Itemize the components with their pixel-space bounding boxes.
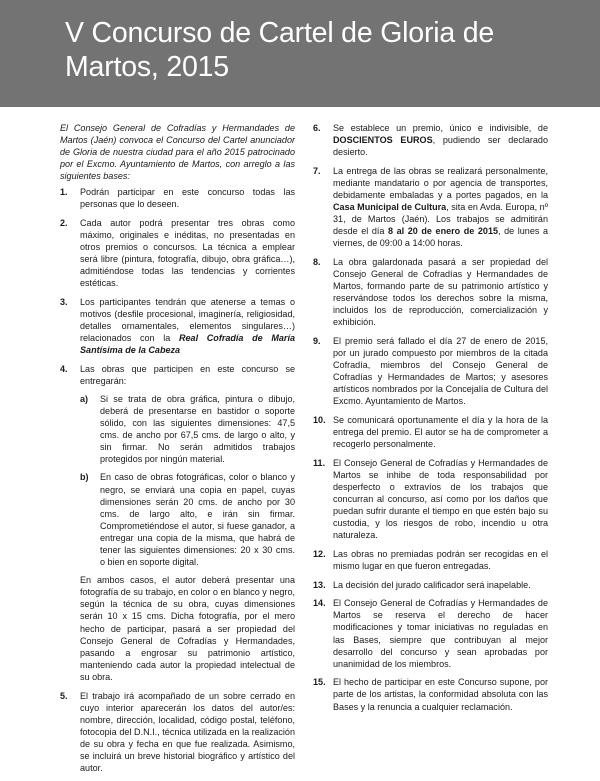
sub-text: Si se trata de obra gráfica, pintura o dibujo, deberá de presentarse en bastidor o soporte sólido, con las siguientes dimensiones: 47,5 cms. de ancho por 67,5 cms. de largo o alto, y sin firmar. No serán admitidos trabajos protegidos por ningún material.	[100, 393, 295, 465]
base-11	[313, 457, 548, 542]
base-text-end: , pudiendo ser declarado desierto.	[333, 135, 548, 158]
base-9	[313, 335, 548, 408]
base-number: 3.	[60, 296, 68, 307]
left-column	[60, 122, 295, 781]
base-number: 1.	[60, 186, 68, 197]
base-number: 6.	[313, 123, 321, 133]
base-text: Los participantes tendrán que atenerse a temas o motivos (desfile procesional, imaginería, religiosidad, detalles ornamentales, elementos singulares…) relacionados con la	[80, 296, 295, 343]
intro-paragraph: El Consejo General de Cofradías y Hermandades de Martos (Jaén) convoca el Concurso del Cartel anunciador de Gloria de nuestra ciudad para el año 2015 patrocinado por el Excmo. Ayuntamiento de Martos, con arreglo a las siguientes bases:	[60, 123, 295, 182]
base-4-paragraph: En ambos casos, el autor deberá presentar una fotografía de su trabajo, en color o en blanco y negro, según la técnica de su obra, cuyas dimensiones serán 10 x 15 cms. Dicha fotografía, por el mero hecho de participar, pasará a ser propiedad del Consejo General de Cofradías y Hermandades, pasando a engrosar su patrimonio artístico, manteniendo cada autor la propiedad intelectual de su obra.	[80, 575, 295, 682]
base-number: 14.	[313, 598, 326, 609]
sub-number: a)	[80, 393, 89, 404]
base-number: 11.	[313, 457, 326, 468]
base-text: La obra galardonada pasará a ser propiedad del Consejo General de Cofradías y Hermandades de Martos, formando parte de su patrimonio artístico y reservándose todos los derechos sobre la misma, incluidos los de reproducción, comercialización y exhibición.	[333, 256, 548, 328]
base-10	[313, 414, 548, 450]
base-text: Se establece un premio, único e indivisible, de	[333, 123, 548, 133]
base-number: 7.	[313, 165, 321, 176]
base-number: 12.	[313, 549, 326, 559]
base-number: 15.	[313, 677, 326, 688]
base-number: 8.	[313, 256, 321, 267]
base-6	[313, 122, 548, 158]
base-7	[313, 165, 548, 250]
base-text: El trabajo irá acompañado de un sobre cerrado en cuyo interior aparecerán los datos del autor/es: nombre, dirección, localidad, código postal, teléfono, fotocopia del D.N.I., técnica utilizada en la realización de su obra y fecha en que fue realizada. Asimismo, se incluirá un breve historial biográfico y artístico del autor.	[80, 690, 295, 774]
base-number: 10.	[313, 415, 326, 426]
title-banner	[0, 0, 600, 107]
base-text: Las obras no premiadas podrán ser recogidas en el mismo lugar en que fueron entregadas.	[333, 549, 548, 572]
base-5	[60, 690, 295, 775]
base-text: El Consejo General de Cofradías y Hermandades de Martos se inhibe de toda responsabilidad por desperfecto o extravíos de los trabajos que concurran al concurso, así como por los daños que puedan sufrir durante el tiempo en que estén bajo su custodia, y los riesgos de robo, incendio u otra naturaleza.	[333, 457, 548, 541]
base-text: Podrán participar en este concurso todas las personas que lo deseen.	[80, 186, 295, 210]
base-text: Las obras que participen en este concurso se entregarán:	[80, 363, 295, 386]
venue-name: Casa Municipal de Cultura	[333, 202, 447, 213]
base-text: El premio será fallado el día 27 de enero de 2015, por un jurado compuesto por miembros de la citada Cofradía, miembros del Consejo General de Cofradías y Hermandades de Martos; y asesores artísticos nombrados por la Concejalía de Cultura del Excmo. Ayuntamiento de Martos.	[333, 336, 548, 407]
base-text: La entrega de las obras se realizará personalmente, mediante mandatario o por agencia de transportes, debidamente embaladas y a portes pagados, en la	[333, 165, 548, 200]
sub-number: b)	[80, 472, 89, 483]
base-number: 5.	[60, 690, 68, 701]
base-8	[313, 256, 548, 329]
page-title: V Concurso de Cartel de Gloria de Martos, 2015	[65, 17, 495, 83]
right-column	[313, 122, 548, 719]
base-text: La decisión del jurado calificador será inapelable.	[333, 579, 531, 590]
base-text: El hecho de participar en este Concurso supone, por parte de los artistas, la conformidad absoluta con las Bases y la renuncia a cualquier reclamación.	[333, 677, 548, 712]
base-text-mid: , sita en Avda. Europa, nº 31, de Martos (Jaén). Los trabajos se admitirán desde el día	[333, 202, 549, 237]
prize-amount: DOSCIENTOS EUROS	[333, 135, 433, 146]
base-14	[313, 597, 548, 670]
base-4-b	[80, 471, 295, 568]
base-number: 13.	[313, 579, 326, 590]
base-1	[60, 186, 295, 210]
base-12	[313, 548, 548, 572]
base-text: El Consejo General de Cofradías y Hermandades de Martos se reserva el derecho de hacer modificaciones y tomar iniciativas no reguladas en las Bases, siempre que contribuyan al mejor desarrollo del concurso y sean aprobadas por unanimidad de los miembros.	[333, 598, 548, 669]
base-15	[313, 676, 548, 712]
base-text: Se comunicará oportunamente el día y la hora de la entrega del premio. El autor se ha de comprometer a recogerlo personalmente.	[333, 415, 548, 450]
base-number: 9.	[313, 336, 321, 346]
base-text-end: , de lunes a viernes, de 09:00 a 14:00 horas.	[333, 226, 549, 249]
base-number: 2.	[60, 217, 68, 228]
sub-text: En caso de obras fotográficas, color o blanco y negro, se enviará una copia en papel, cuyas dimensiones serán 20 cms. de ancho por 30 cms. de largo alto, e irán sin firmar. Comprometiéndose el autor, si fuese ganador, a entregar una copia de la misma, que habrá de tener las siguientes dimensiones: 20 x 30 cms. o bien en soporte digital.	[100, 472, 295, 568]
base-2	[60, 217, 295, 290]
base-number: 4.	[60, 363, 68, 374]
base-text: Cada autor podrá presentar tres obras como máximo, originales e inéditas, no presentadas en otros premios o concursos. La técnica a emplear será libre (pintura, fotografía, dibujo, obra gráfica…), admitiéndose todas las tendencias y corrientes estéticas.	[80, 217, 295, 289]
submission-dates: 8 al 20 de enero de 2015	[388, 226, 499, 237]
base-3	[60, 296, 295, 356]
cofradia-name: Real Cofradía de María Santísima de la Cabeza	[80, 333, 295, 356]
base-4-a	[80, 393, 295, 466]
base-4	[60, 363, 295, 683]
base-13	[313, 579, 548, 591]
